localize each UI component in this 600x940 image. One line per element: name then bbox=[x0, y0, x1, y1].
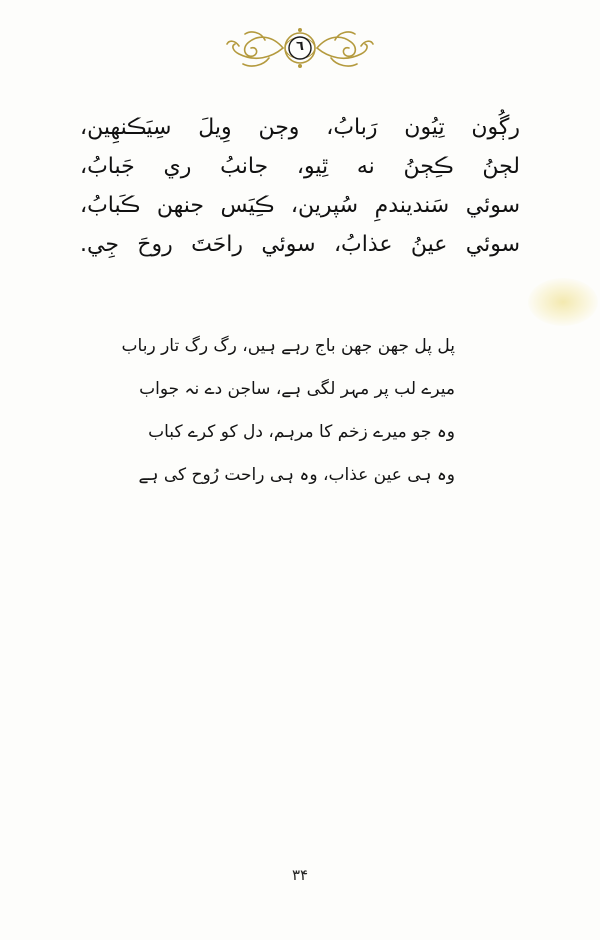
page-number: ۳۴ bbox=[291, 866, 309, 884]
paper-stain bbox=[528, 278, 598, 326]
urdu-stanza bbox=[121, 325, 455, 497]
urdu-line-4: وہ ہی عین عذاب، وہ ہی راحت رُوح کی ہے bbox=[138, 465, 455, 485]
sindhi-stanza bbox=[80, 108, 520, 264]
ornament-number: ٦ bbox=[296, 39, 304, 54]
urdu-line-1: پل پل جھن جھن باج رہے ہیں، رگ رگ تار رباب bbox=[121, 336, 455, 356]
sindhi-line-1: رڳُون تِيُون رَبابُ، وڄن وِيلَ سِيَڪنهِين، bbox=[80, 115, 520, 140]
sindhi-line-2: لڄنُ ڪِڄنُ نه ٿِيو، جانبُ ري جَبابُ، bbox=[80, 154, 520, 179]
urdu-line-3: وہ جو میرے زخم کا مرہم، دل کو کرے کباب bbox=[148, 422, 455, 442]
urdu-line-2: میرے لب پر مہر لگی ہے، ساجن دے نہ جواب bbox=[139, 379, 455, 399]
sindhi-line-4: سوئي عينُ عذابُ، سوئي راحَتَ روحَ جِي. bbox=[80, 232, 520, 257]
sindhi-line-3: سوئي سَنديندمِ سُپرين، ڪِيَس جنهن ڪَبابُ، bbox=[80, 193, 520, 218]
